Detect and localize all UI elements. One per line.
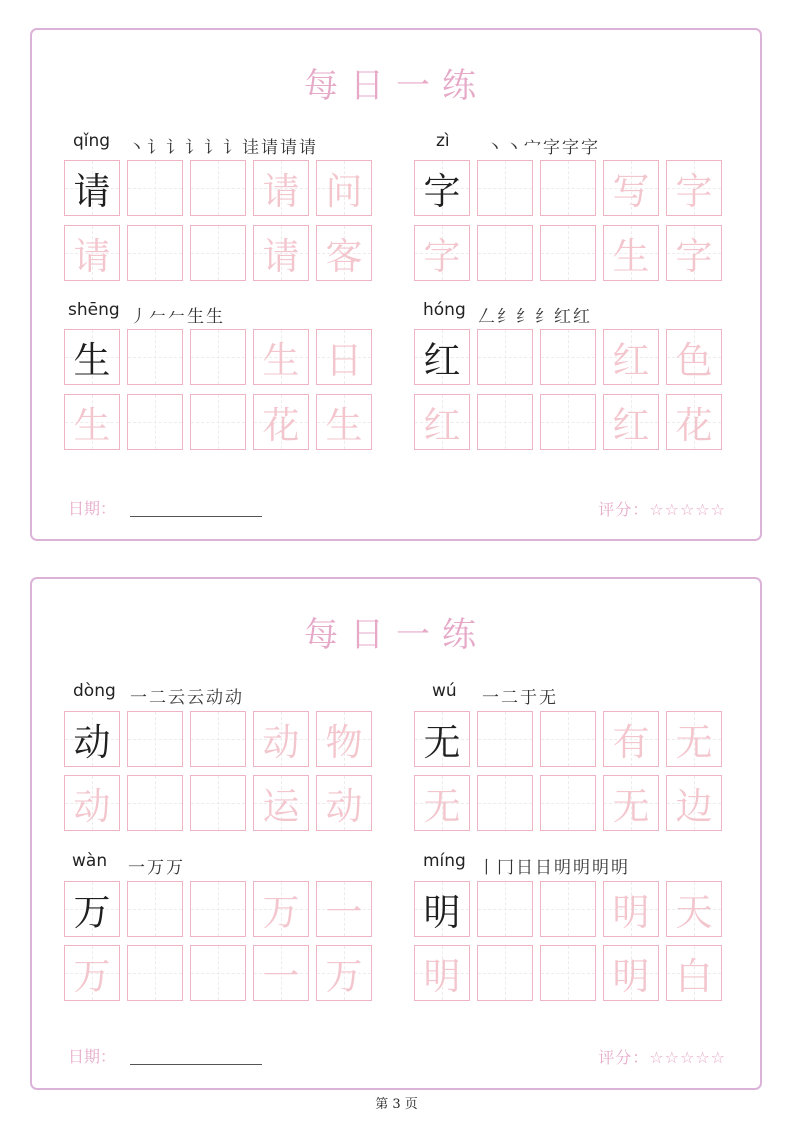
practice-cell[interactable]: 一: [316, 881, 372, 937]
stroke-step: 请: [261, 137, 278, 158]
entry-hong: [414, 302, 744, 462]
star-rating[interactable]: ☆☆☆☆☆: [649, 1048, 726, 1067]
stroke-step: 日: [535, 857, 552, 878]
stroke-step: 万: [147, 857, 164, 878]
writing-row-1: [64, 160, 372, 216]
practice-cell[interactable]: 天: [666, 881, 722, 937]
stroke-order: [130, 302, 223, 326]
practice-cell[interactable]: 生: [253, 329, 309, 385]
practice-cell[interactable]: 红: [603, 394, 659, 450]
stroke-order: [482, 683, 556, 707]
writing-row-1: [414, 329, 722, 385]
stroke-step: 一: [128, 857, 145, 878]
stroke-step: 请: [280, 137, 297, 158]
practice-cell[interactable]: 生: [64, 329, 120, 385]
writing-row-1: [64, 329, 372, 385]
practice-cell[interactable]: 动: [64, 775, 120, 831]
practice-cell[interactable]: [477, 945, 533, 1001]
stroke-order: [128, 853, 183, 877]
stroke-step: 丶: [505, 137, 522, 158]
writing-row-1: [414, 160, 722, 216]
practice-cell[interactable]: 客: [316, 225, 372, 281]
stroke-step: 日: [516, 857, 533, 878]
stroke-order: [486, 133, 598, 157]
stroke-step: 二: [501, 687, 518, 708]
practice-cell[interactable]: [477, 881, 533, 937]
stroke-step: 一: [482, 687, 499, 708]
stroke-step: 纟: [497, 306, 514, 327]
practice-cell[interactable]: [540, 394, 596, 450]
entry-dong: [64, 683, 394, 843]
entry-zi: [414, 133, 744, 293]
writing-row-2: [414, 945, 722, 1001]
practice-cell[interactable]: 请: [253, 160, 309, 216]
stroke-step: 请: [299, 137, 316, 158]
practice-cell[interactable]: [477, 394, 533, 450]
entry-qing: [64, 133, 394, 293]
practice-cell[interactable]: 红: [603, 329, 659, 385]
practice-cell[interactable]: [477, 329, 533, 385]
practice-cell[interactable]: [477, 225, 533, 281]
practice-cell[interactable]: 无: [414, 711, 470, 767]
writing-row-2: [64, 945, 372, 1001]
practice-cell[interactable]: 运: [253, 775, 309, 831]
writing-row-2: [64, 775, 372, 831]
entry-wu: [414, 683, 744, 843]
writing-row-2: [64, 394, 372, 450]
date-field[interactable]: [130, 1064, 262, 1065]
stroke-step: 丿: [130, 306, 147, 327]
practice-cell[interactable]: 花: [666, 394, 722, 450]
card-title: 每日一练: [304, 615, 488, 655]
stroke-step: 𠃋: [478, 306, 495, 327]
practice-cell[interactable]: [190, 711, 246, 767]
practice-cell[interactable]: 无: [666, 711, 722, 767]
stroke-step: 于: [520, 687, 537, 708]
entry-sheng: [64, 302, 394, 462]
practice-cell[interactable]: 白: [666, 945, 722, 1001]
stroke-step: 红: [573, 306, 590, 327]
practice-card-1: [30, 28, 762, 541]
practice-cell[interactable]: 花: [253, 394, 309, 450]
practice-cell[interactable]: 万: [253, 881, 309, 937]
practice-cell[interactable]: [540, 775, 596, 831]
stroke-order: [128, 133, 316, 157]
stroke-step: 讠: [204, 137, 221, 158]
entry-ming: [414, 853, 744, 1013]
practice-cell[interactable]: [190, 329, 246, 385]
practice-cell[interactable]: [540, 881, 596, 937]
practice-cell[interactable]: 红: [414, 329, 470, 385]
stroke-step: 无: [539, 687, 556, 708]
practice-cell[interactable]: 万: [64, 945, 120, 1001]
practice-cell[interactable]: 明: [414, 881, 470, 937]
stroke-step: 动: [225, 687, 242, 708]
practice-cell[interactable]: 明: [603, 945, 659, 1001]
score-label: 评分：☆☆☆☆☆: [598, 500, 726, 519]
practice-cell[interactable]: [127, 945, 183, 1001]
practice-cell[interactable]: 字: [414, 225, 470, 281]
practice-cell[interactable]: 红: [414, 394, 470, 450]
stroke-step: 宀: [524, 137, 541, 158]
stroke-step: 红: [554, 306, 571, 327]
practice-cell[interactable]: [190, 945, 246, 1001]
stroke-step: 字: [543, 137, 560, 158]
stroke-step: 生: [187, 306, 204, 327]
practice-cell[interactable]: 生: [603, 225, 659, 281]
practice-cell[interactable]: [190, 160, 246, 216]
stroke-step: 云: [168, 687, 185, 708]
practice-cell[interactable]: 生: [316, 394, 372, 450]
stroke-step: 𠂉: [168, 306, 185, 327]
practice-cell[interactable]: 明: [414, 945, 470, 1001]
stroke-step: 字: [581, 137, 598, 158]
practice-cell[interactable]: 字: [666, 160, 722, 216]
practice-cell[interactable]: [127, 881, 183, 937]
practice-cell[interactable]: [127, 160, 183, 216]
practice-card-2: [30, 577, 762, 1090]
stroke-step: 冂: [497, 857, 514, 878]
pinyin: shēng: [68, 300, 120, 320]
stroke-step: 明: [611, 857, 628, 878]
practice-cell[interactable]: 字: [666, 225, 722, 281]
stroke-step: 动: [206, 687, 223, 708]
writing-row-1: [414, 881, 722, 937]
practice-cell[interactable]: [127, 394, 183, 450]
stroke-step: 讠: [223, 137, 240, 158]
practice-cell[interactable]: 问: [316, 160, 372, 216]
practice-cell[interactable]: 色: [666, 329, 722, 385]
practice-cell[interactable]: 物: [316, 711, 372, 767]
stroke-step: 丶: [128, 137, 145, 158]
pinyin: hóng: [423, 300, 466, 320]
practice-cell[interactable]: [190, 225, 246, 281]
practice-cell[interactable]: [477, 775, 533, 831]
stroke-step: 丶: [486, 137, 503, 158]
star-rating[interactable]: ☆☆☆☆☆: [649, 500, 726, 519]
practice-cell[interactable]: [127, 775, 183, 831]
pinyin: wú: [432, 681, 457, 701]
practice-cell[interactable]: [127, 329, 183, 385]
practice-cell[interactable]: [540, 225, 596, 281]
stroke-order: [478, 853, 628, 877]
practice-cell[interactable]: 有: [603, 711, 659, 767]
writing-row-1: [414, 711, 722, 767]
practice-cell[interactable]: 日: [316, 329, 372, 385]
stroke-step: 云: [187, 687, 204, 708]
stroke-order: [130, 683, 242, 707]
pinyin: míng: [423, 851, 466, 871]
pinyin: zì: [436, 131, 450, 151]
practice-cell[interactable]: [477, 160, 533, 216]
stroke-step: 二: [149, 687, 166, 708]
practice-cell[interactable]: 动: [316, 775, 372, 831]
practice-cell[interactable]: 动: [64, 711, 120, 767]
pinyin: wàn: [72, 851, 108, 871]
stroke-step: 明: [554, 857, 571, 878]
score-label: 评分：☆☆☆☆☆: [598, 1048, 726, 1067]
practice-cell[interactable]: [540, 711, 596, 767]
practice-cell[interactable]: 万: [316, 945, 372, 1001]
date-field[interactable]: [130, 516, 262, 517]
practice-cell[interactable]: [127, 225, 183, 281]
practice-cell[interactable]: [190, 881, 246, 937]
writing-row-2: [414, 225, 722, 281]
practice-cell[interactable]: [540, 945, 596, 1001]
stroke-step: 一: [130, 687, 147, 708]
pinyin: qǐng: [73, 131, 111, 151]
practice-cell[interactable]: 写: [603, 160, 659, 216]
stroke-step: 纟: [516, 306, 533, 327]
stroke-step: 万: [166, 857, 183, 878]
practice-cell[interactable]: 请: [64, 225, 120, 281]
writing-row-1: [64, 711, 372, 767]
stroke-step: 讠: [166, 137, 183, 158]
practice-cell[interactable]: 一: [253, 945, 309, 1001]
stroke-step: 纟: [535, 306, 552, 327]
practice-cell[interactable]: [190, 394, 246, 450]
stroke-step: 明: [573, 857, 590, 878]
stroke-step: 诖: [242, 137, 259, 158]
practice-cell[interactable]: [540, 160, 596, 216]
stroke-order: [478, 302, 590, 326]
pinyin: dòng: [73, 681, 116, 701]
practice-cell[interactable]: 无: [603, 775, 659, 831]
practice-cell[interactable]: 请: [253, 225, 309, 281]
practice-cell[interactable]: 请: [64, 160, 120, 216]
practice-cell[interactable]: 生: [64, 394, 120, 450]
stroke-step: 𠂉: [149, 306, 166, 327]
stroke-step: 明: [592, 857, 609, 878]
practice-cell[interactable]: 动: [253, 711, 309, 767]
practice-cell[interactable]: [477, 711, 533, 767]
stroke-step: 讠: [147, 137, 164, 158]
stroke-step: 字: [562, 137, 579, 158]
practice-cell[interactable]: [190, 775, 246, 831]
writing-row-2: [414, 775, 722, 831]
date-label: 日期：: [68, 499, 117, 518]
practice-cell[interactable]: 万: [64, 881, 120, 937]
practice-cell[interactable]: 边: [666, 775, 722, 831]
entry-wan: [64, 853, 394, 1013]
practice-cell[interactable]: 字: [414, 160, 470, 216]
stroke-step: 丨: [478, 857, 495, 878]
writing-row-1: [64, 881, 372, 937]
writing-row-2: [414, 394, 722, 450]
practice-cell[interactable]: [127, 711, 183, 767]
writing-row-2: [64, 225, 372, 281]
practice-cell[interactable]: [540, 329, 596, 385]
stroke-step: 讠: [185, 137, 202, 158]
practice-cell[interactable]: 无: [414, 775, 470, 831]
card-title: 每日一练: [304, 66, 488, 106]
stroke-step: 生: [206, 306, 223, 327]
date-label: 日期：: [68, 1047, 117, 1066]
page-number: 第 3 页: [375, 1097, 418, 1112]
practice-cell[interactable]: 明: [603, 881, 659, 937]
